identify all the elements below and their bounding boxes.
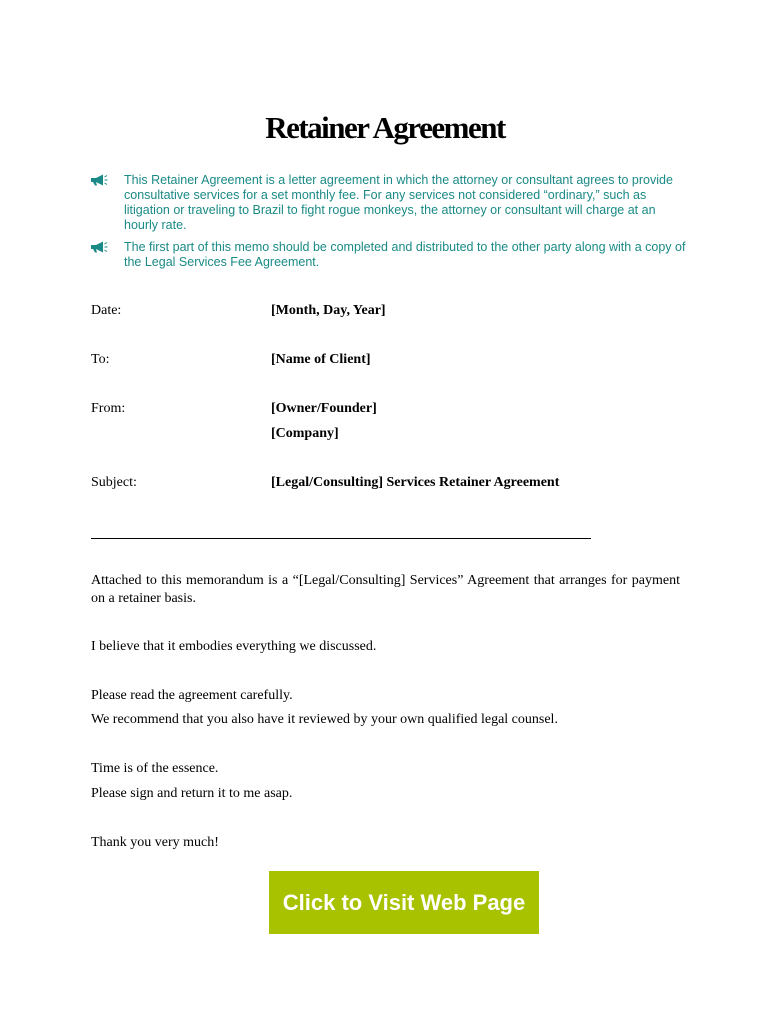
- body-paragraph: Please sign and return it to me asap.: [91, 786, 293, 801]
- megaphone-icon: [90, 241, 108, 253]
- date-label: Date:: [91, 303, 122, 318]
- subject-value: [Legal/Consulting] Services Retainer Agreement: [271, 475, 560, 490]
- subject-label: Subject:: [91, 475, 137, 490]
- instruction-text: The first part of this memo should be completed and distributed to the other party along with a copy of the Legal Services Fee Agreement.: [124, 240, 686, 269]
- from-value: [Owner/Founder]: [271, 401, 377, 416]
- megaphone-icon: [90, 174, 108, 186]
- instruction-note: [88, 173, 688, 233]
- body-paragraph: We recommend that you also have it reviewed by your own qualified legal counsel.: [91, 712, 558, 727]
- to-label: To:: [91, 352, 110, 367]
- instruction-text: This Retainer Agreement is a letter agreement in which the attorney or consultant agrees to provide consultative services for a set monthly fee. For any services not considered “ordinary,” such as litigation or traveling to Brazil to fight rogue monkeys, the attorney or consultant will charge at an hourly rate.: [124, 173, 673, 232]
- visit-web-page-button[interactable]: Click to Visit Web Page: [269, 871, 539, 934]
- instruction-notes: [88, 173, 688, 277]
- instruction-note: [88, 240, 688, 270]
- date-value: [Month, Day, Year]: [271, 303, 386, 318]
- body-paragraph: Attached to this memorandum is a “[Legal/Consulting] Services” Agreement that arranges for payment on a retainer basis.: [91, 573, 680, 606]
- divider-line: [91, 538, 591, 539]
- body-paragraph: Time is of the essence.: [91, 761, 219, 776]
- closing-line: Thank you very much!: [91, 835, 219, 850]
- from-company: [Company]: [271, 426, 339, 441]
- document-title: Retainer Agreement: [265, 110, 505, 145]
- to-value: [Name of Client]: [271, 352, 371, 367]
- body-paragraph: I believe that it embodies everything we discussed.: [91, 639, 377, 654]
- from-label: From:: [91, 401, 126, 416]
- body-paragraph: Please read the agreement carefully.: [91, 688, 293, 703]
